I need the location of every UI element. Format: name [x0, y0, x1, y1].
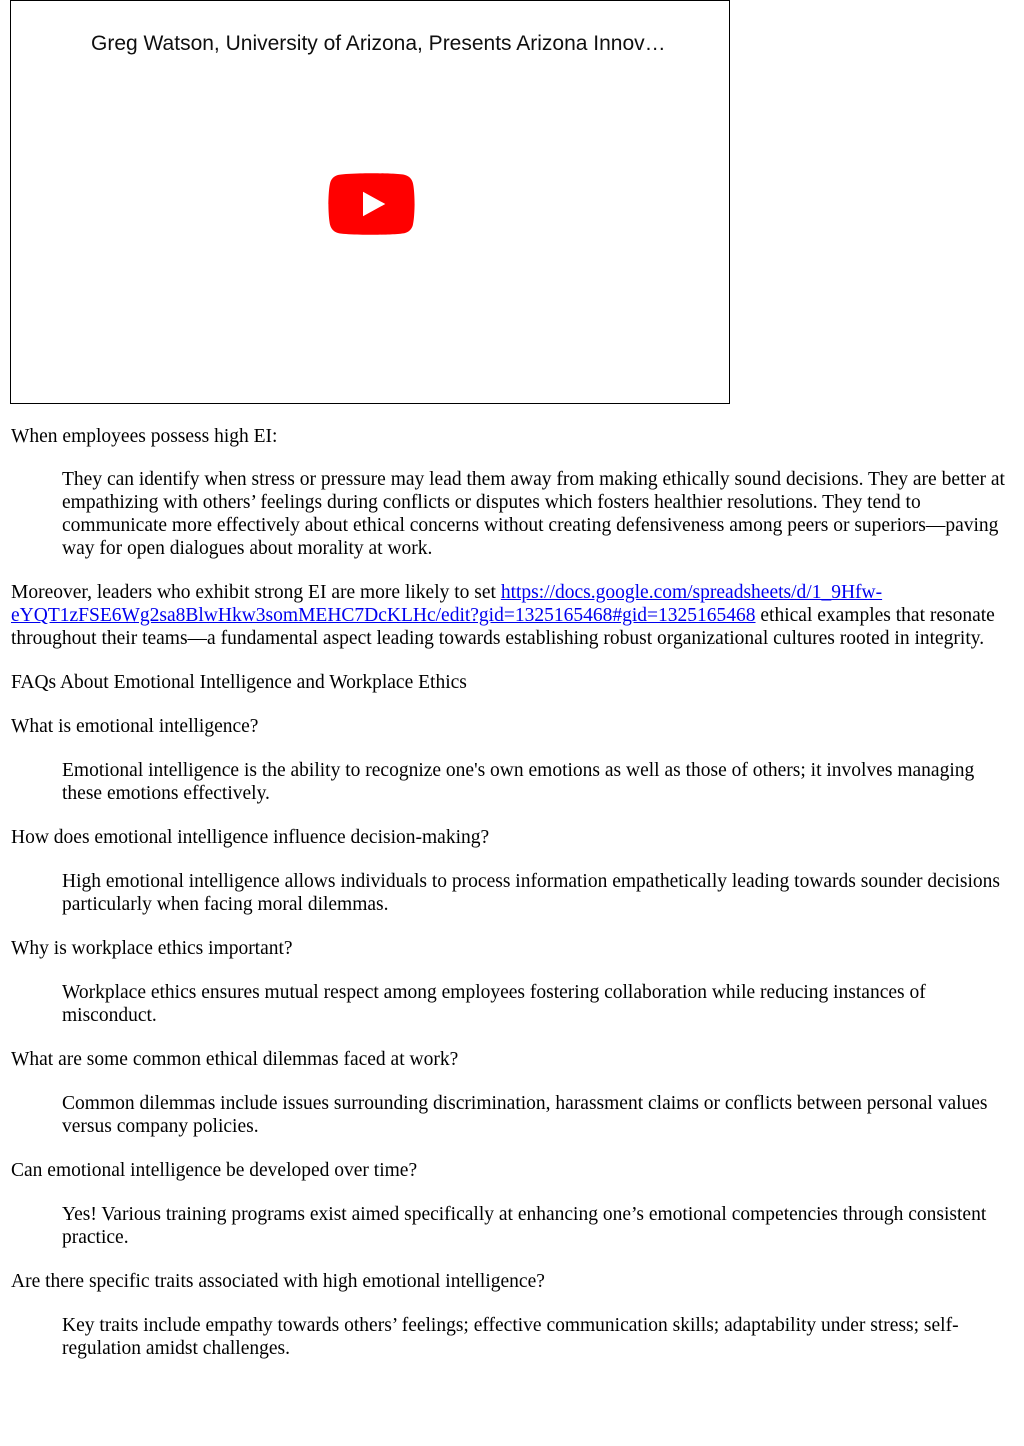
spreadsheet-link[interactable]: https://docs.google.com/spreadsheets/d/1_9Hfw-eYQT1zFSE6Wg2sa8BlwHkw3somMEHC7DcKLHc/edit?gid=1325165468#gid=1325165468 [11, 582, 883, 626]
faq-question: Can emotional intelligence be developed over time? [11, 1160, 418, 1181]
faq-question: What are some common ethical dilemmas faced at work? [11, 1049, 459, 1070]
embedded-video-player[interactable] [10, 0, 730, 404]
faq-answer: Emotional intelligence is the ability to recognize one's own emotions as well as those of others; it involves managing these emotions effectively. [62, 760, 975, 804]
article-body [11, 0, 1013, 1360]
leaders-text-before: Moreover, leaders who exhibit strong EI are more likely to set [11, 582, 501, 603]
faq-answer: High emotional intelligence allows individuals to process information empathetically leading towards sounder decisions particularly when facing moral dilemmas. [62, 871, 1000, 915]
faq-question: What is emotional intelligence? [11, 716, 259, 737]
faq-heading: FAQs About Emotional Intelligence and Workplace Ethics [11, 672, 467, 693]
faq-answer: Common dilemmas include issues surrounding discrimination, harassment claims or conflicts between personal values versus company policies. [62, 1093, 988, 1137]
faq-answer: Key traits include empathy towards others’ feelings; effective communication skills; adaptability under stress; self-regulation amidst challenges. [62, 1315, 959, 1359]
play-icon [328, 173, 415, 235]
leaders-text-after: ethical examples that resonate throughout their teams—a fundamental aspect leading towards establishing robust organizational cultures rooted in integrity. [11, 605, 995, 649]
leaders-paragraph [11, 581, 1013, 650]
faq-answer: Workplace ethics ensures mutual respect among employees fostering collaboration while reducing instances of misconduct. [62, 982, 926, 1026]
faq-question: Are there specific traits associated with high emotional intelligence? [11, 1271, 545, 1292]
video-title[interactable]: Greg Watson, University of Arizona, Presents Arizona Innov… [91, 32, 666, 55]
ei-blockquote: They can identify when stress or pressure may lead them away from making ethically sound decisions. They are better at empathizing with others’ feelings during conflicts or disputes which fosters healthier resolutions. They tend to communicate more effectively about ethical concerns without creating defensiveness among peers or superiors—paving way for open dialogues about morality at work. [62, 469, 1005, 559]
faq-answer: Yes! Various training programs exist aimed specifically at enhancing one’s emotional competencies through consistent practice. [62, 1204, 987, 1248]
faq-question: Why is workplace ethics important? [11, 938, 293, 959]
faq-question: How does emotional intelligence influence decision-making? [11, 827, 490, 848]
intro-paragraph: When employees possess high EI: [11, 426, 278, 447]
play-button[interactable] [328, 173, 415, 235]
